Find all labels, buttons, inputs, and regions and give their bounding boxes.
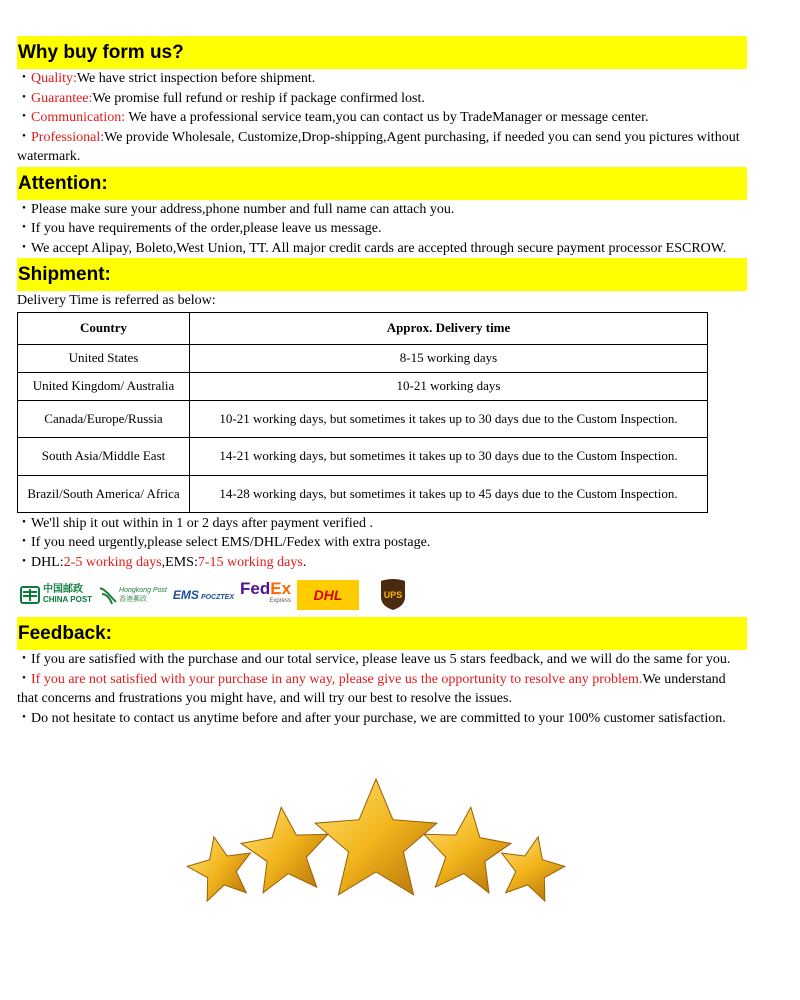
ems-time: 7-15 working days	[197, 554, 303, 570]
bullet: ・	[17, 515, 31, 531]
table-row	[18, 344, 708, 372]
star-icon	[238, 803, 334, 895]
ems-logo	[173, 588, 234, 602]
fedex-fed: Fed	[240, 579, 271, 598]
attention-item	[17, 239, 747, 259]
feedback-text: If you are satisfied with the purchase and our total service, please leave us 5 stars feedback, and we will do the same for you.	[31, 652, 731, 667]
country-cell: Brazil/South America/ Africa	[18, 475, 190, 512]
hongkong-post-logo	[98, 584, 167, 606]
delivery-time-table	[17, 312, 708, 513]
fedex-ex: Ex	[270, 579, 292, 598]
bullet: ・	[17, 201, 31, 217]
china-post-logo	[19, 584, 92, 606]
dhl-label: DHL:	[31, 554, 64, 570]
shipment-intro: Delivery Time is referred as below:	[17, 293, 216, 308]
table-row	[18, 475, 708, 512]
bullet: ・	[17, 535, 31, 550]
china-post-cn: 中国邮政	[43, 584, 83, 595]
column-header-delivery-time: Approx. Delivery time	[190, 312, 708, 344]
column-header-country: Country	[18, 312, 190, 344]
ems-main: EMS	[172, 588, 199, 602]
feedback-text: Do not hesitate to contact us anytime before and after your purchase, we are committed to your 100% customer satisfaction.	[31, 710, 726, 726]
ups-text: UPS	[383, 589, 403, 600]
table-row	[18, 372, 708, 400]
star-icon	[494, 830, 570, 904]
why-item-communication	[17, 108, 747, 128]
bullet: ・	[17, 129, 31, 145]
carrier-logos	[17, 573, 747, 617]
hongkong-post-cn: 香港郵政	[119, 596, 148, 603]
star-icon	[315, 779, 437, 895]
shipment-heading: Shipment:	[17, 258, 747, 291]
hongkong-post-bird-icon	[98, 584, 118, 606]
bullet: ・	[17, 71, 31, 86]
why-label: Professional:	[31, 129, 105, 145]
delivery-time-cell: 14-21 working days, but sometimes it takes up to 30 days due to the Custom Inspection.	[190, 437, 708, 475]
ems-sub: POCZTEX	[200, 594, 234, 601]
delivery-time-cell: 10-21 working days, but sometimes it takes up to 30 days due to the Custom Inspection.	[190, 400, 708, 437]
why-text: We provide Wholesale, Customize,Drop-shipping,Agent purchasing, if needed you can send you pictures without watermark.	[17, 129, 740, 164]
why-buy-heading: Why buy form us?	[17, 36, 747, 69]
bullet: ・	[17, 652, 31, 667]
why-item-professional	[17, 128, 747, 167]
attention-text: We accept Alipay, Boleto,West Union, TT. All major credit cards are accepted through secure payment processor ESCROW.	[31, 240, 727, 256]
delivery-time-cell: 8-15 working days	[190, 344, 708, 372]
dhl-logo	[297, 580, 359, 610]
attention-heading: Attention:	[17, 167, 747, 200]
why-label: Communication:	[31, 110, 126, 125]
hongkong-post-en: Hongkong Post	[119, 587, 167, 594]
period: .	[302, 554, 307, 570]
china-post-en: CHINA POST	[43, 595, 93, 604]
shipment-note	[17, 514, 747, 534]
why-label: Quality:	[31, 71, 77, 86]
why-text: We promise full refund or reship if package confirmed lost.	[92, 90, 425, 106]
page-content	[17, 36, 747, 728]
dhl-text: DHL	[313, 587, 343, 603]
feedback-text: We understand that concerns and frustrations you might have, and will try our best to resolve the issues.	[17, 671, 726, 706]
why-item-quality	[17, 69, 747, 89]
attention-text: If you have requirements of the order,please leave us message.	[31, 221, 382, 236]
feedback-heading: Feedback:	[17, 617, 747, 650]
feedback-item	[17, 650, 747, 670]
country-cell: United States	[18, 344, 190, 372]
five-stars-image	[176, 775, 576, 910]
bullet: ・	[17, 110, 31, 125]
bullet: ・	[17, 221, 31, 236]
ups-shield-icon	[379, 577, 407, 611]
bullet: ・	[17, 554, 31, 570]
bullet: ・	[17, 710, 31, 726]
why-label: Guarantee:	[31, 90, 93, 106]
bullet: ・	[17, 671, 31, 687]
attention-text: Please make sure your address,phone number and full name can attach you.	[31, 201, 455, 217]
delivery-time-cell: 10-21 working days	[190, 372, 708, 400]
ups-logo	[379, 577, 407, 614]
fedex-logo	[240, 579, 292, 607]
why-item-guarantee	[17, 89, 747, 109]
attention-item	[17, 219, 747, 239]
delivery-time-cell: 14-28 working days, but sometimes it takes up to 45 days due to the Custom Inspection.	[190, 475, 708, 512]
shipment-express-times	[17, 553, 747, 573]
table-row	[18, 400, 708, 437]
shipment-note-text: We'll ship it out within in 1 or 2 days after payment verified .	[31, 515, 373, 531]
shipment-note	[17, 533, 747, 553]
feedback-item	[17, 670, 747, 709]
bullet: ・	[17, 90, 31, 106]
dhl-time: 2-5 working days	[63, 554, 162, 570]
country-cell: South Asia/Middle East	[18, 437, 190, 475]
star-icon	[182, 830, 258, 904]
country-cell: United Kingdom/ Australia	[18, 372, 190, 400]
bullet: ・	[17, 240, 31, 256]
attention-item	[17, 200, 747, 220]
why-text: We have a professional service team,you can contact us by TradeManager or message center.	[125, 110, 649, 125]
star-icon	[419, 803, 515, 895]
china-post-emblem-icon	[19, 584, 41, 606]
why-text: We have strict inspection before shipment.	[76, 71, 316, 86]
country-cell: Canada/Europe/Russia	[18, 400, 190, 437]
feedback-text-red: If you are not satisfied with your purchase in any way, please give us the opportunity to resolve any problem.	[31, 671, 643, 687]
fedex-sub: Express	[269, 598, 292, 604]
ems-label: ,EMS:	[161, 554, 198, 570]
table-row	[18, 437, 708, 475]
table-header-row	[18, 312, 708, 344]
shipment-note-text: If you need urgently,please select EMS/DHL/Fedex with extra postage.	[31, 535, 431, 550]
feedback-item	[17, 709, 747, 729]
